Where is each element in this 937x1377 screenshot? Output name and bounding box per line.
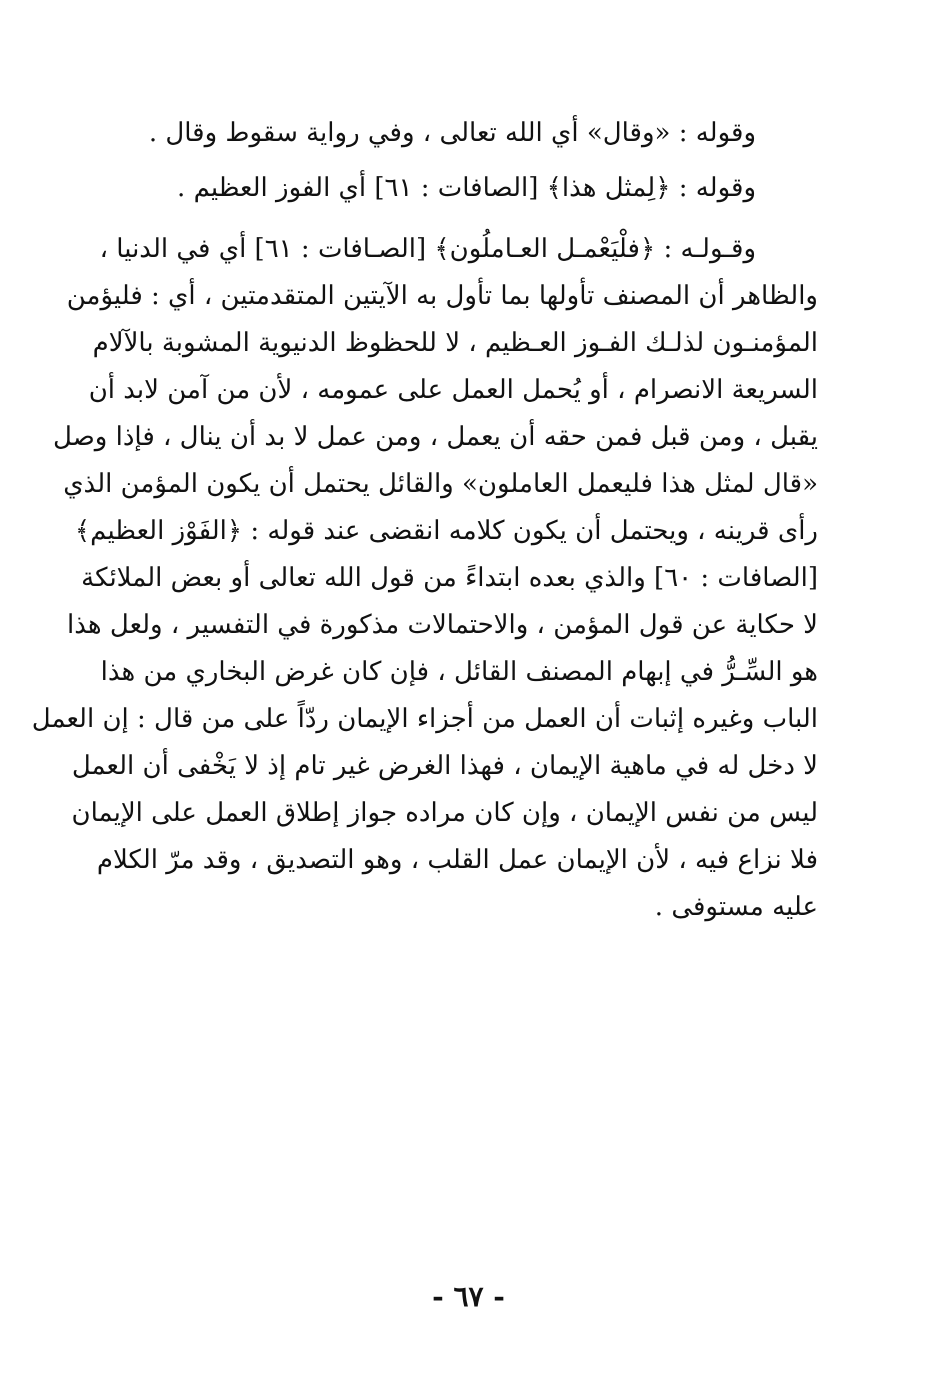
text-line: لا حكاية عن قول المؤمن ، والاحتمالات مذكورة في التفسير ، ولعل هذا	[67, 610, 818, 640]
text-line: رأى قرينه ، ويحتمل أن يكون كلامه انقضى عند قوله : ﴿الفَوْز العظيم﴾	[74, 516, 818, 546]
text-line: المؤمنـون لذلـك الفـوز العـظيم ، لا للحظوظ الدنيوية المشوبة بالآلام	[92, 328, 818, 358]
text-line: والظاهر أن المصنف تأولها بما تأول به الآيتين المتقدمتين ، أي : فليؤمن	[66, 281, 818, 311]
text-line: وقوله : «وقال» أي الله تعالى ، وفي رواية سقوط وقال .	[148, 118, 756, 148]
text-line: السريعة الانصرام ، أو يُحمل العمل على عمومه ، لأن من آمن لابد أن	[88, 375, 818, 405]
text-line: ليس من نفس الإيمان ، وإن كان مراده جواز إطلاق العمل على الإيمان	[71, 798, 818, 828]
text-line: الباب وغيره إثبات أن العمل من أجزاء الإيمان ردّاً على من قال : إن العمل	[31, 704, 818, 734]
text-line: فلا نزاع فيه ، لأن الإيمان عمل القلب ، وهو التصديق ، وقد مرّ الكلام	[96, 845, 818, 875]
text-line: [الصافات : ٦٠] والذي بعده ابتداءً من قول الله تعالى أو بعض الملائكة	[81, 563, 818, 593]
text-line: لا دخل له في ماهية الإيمان ، فهذا الغرض غير تام إذ لا يَخْفى أن العمل	[71, 751, 818, 781]
text-line: وقـولـه : ﴿فلْيَعْمـل العـاملُون﴾ [الصـافات : ٦١] أي في الدنيا ،	[99, 234, 756, 264]
text-line: عليه مستوفى .	[654, 892, 818, 922]
text-line: يقبل ، ومن قبل فمن حقه أن يعمل ، ومن عمل لا بد أن ينال ، فإذا وصل	[53, 422, 818, 452]
text-line: وقوله : ﴿لِمثل هذا﴾ [الصافات : ٦١] أي الفوز العظيم .	[177, 173, 756, 203]
page-body	[31, 110, 818, 931]
page-number: - ٦٧ -	[432, 1280, 505, 1313]
text-line: هو السِّـرُّ في إبهام المصنف القائل ، فإن كان غرض البخاري من هذا	[100, 657, 818, 687]
text-line: «قال لمثل هذا فليعمل العاملون» والقائل يحتمل أن يكون المؤمن الذي	[63, 469, 818, 499]
